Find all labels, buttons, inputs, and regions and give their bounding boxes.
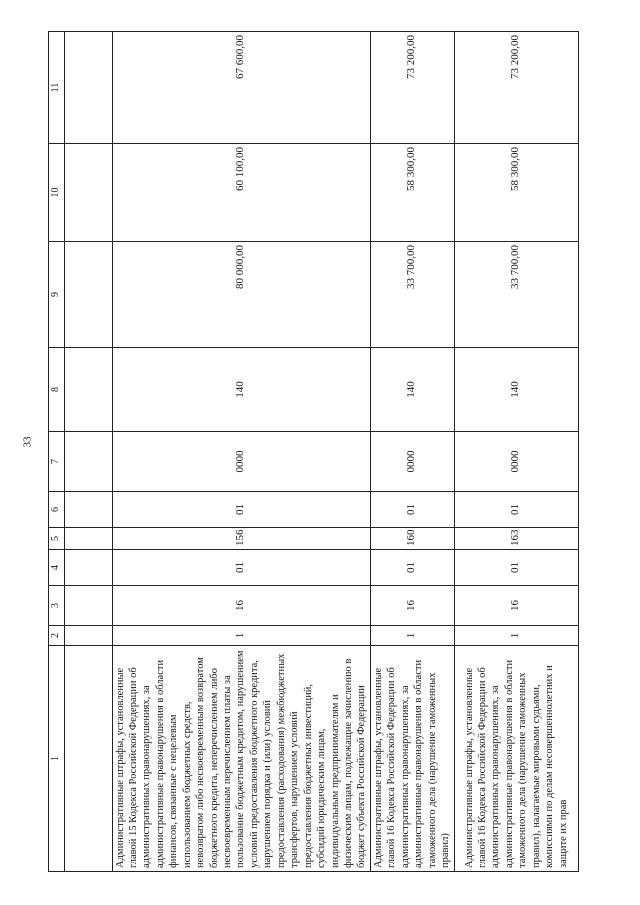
cell-col9: 80 000,00	[112, 242, 370, 348]
col-header-7: 7	[49, 432, 65, 492]
cell-col4: 01	[454, 550, 578, 586]
cell-col10: 58 300,00	[370, 144, 454, 242]
cell-col2: 1	[454, 626, 578, 646]
col-header-8: 8	[49, 348, 65, 432]
cell-col7: 0000	[454, 432, 578, 492]
row-description: Административные штрафы, установленные главой 16 Кодекса Российской Федерации об административных правонарушениях, за административные правонарушения в области таможенного дела (нарушение таможенных правил)	[370, 646, 454, 872]
col-header-3: 3	[49, 586, 65, 626]
cell-col4: 01	[112, 550, 370, 586]
budget-table	[48, 31, 579, 872]
cell-col10: 60 100,00	[112, 144, 370, 242]
row-description: Административные штрафы, установленные главой 16 Кодекса Российской Федерации об административных правонарушениях, за административные правонарушения в области таможенного дела (нарушение таможенных правил), налагаемые мировыми судьями, комиссиями по делам несовершеннолетних и защите их прав	[454, 646, 578, 872]
col-header-11: 11	[49, 32, 65, 144]
col-header-2: 2	[49, 626, 65, 646]
cell-col5: 160	[370, 528, 454, 550]
cell-col6: 01	[454, 492, 578, 528]
col-header-10: 10	[49, 144, 65, 242]
cell-col11: 73 200,00	[370, 32, 454, 144]
cell-col3: 16	[454, 586, 578, 626]
col-header-1: 1	[49, 646, 65, 872]
column-numbers-row	[49, 32, 65, 872]
cell-col7: 0000	[370, 432, 454, 492]
cell-col5: 163	[454, 528, 578, 550]
cell-col8: 140	[112, 348, 370, 432]
cell-col6: 01	[370, 492, 454, 528]
table-row	[64, 32, 112, 872]
cell-col11: 73 200,00	[454, 32, 578, 144]
cell-col9: 33 700,00	[370, 242, 454, 348]
cell-col3: 16	[370, 586, 454, 626]
page-number: 33	[21, 436, 34, 448]
cell-col11: 67 600,00	[112, 32, 370, 144]
cell-col4: 01	[370, 550, 454, 586]
col-header-9: 9	[49, 242, 65, 348]
col-header-6: 6	[49, 492, 65, 528]
table-row	[112, 32, 370, 872]
row-description: Административные штрафы, установленные главой 15 Кодекса Российской Федерации об административных правонарушениях, за административные правонарушения в области финансов, связанные с нецелевым использованием бюджетных средств, невозвратом либо несвоевременным возвратом бюджетного кредита, неперечислением либо несвоевременным перечислением платы за пользование бюджетным кредитом, нарушением условий предоставления бюджетного кредита, нарушением порядка и (или) условий предоставления (расходования) межбюджетных трансфертов, нарушением условий предоставления бюджетных инвестиций, субсидий юридическим лицам, индивидуальным предпринимателям и физическим лицам, подлежащие зачислению в бюджет субъекта Российской Федерации	[112, 646, 370, 872]
cell-col6: 01	[112, 492, 370, 528]
cell-col5: 156	[112, 528, 370, 550]
table-row	[370, 32, 454, 872]
cell-col7: 0000	[112, 432, 370, 492]
table-row	[454, 32, 578, 872]
cell-col2: 1	[370, 626, 454, 646]
rotated-table-page	[48, 32, 613, 872]
cell-col8: 140	[454, 348, 578, 432]
cell-col3: 16	[112, 586, 370, 626]
col-header-5: 5	[49, 528, 65, 550]
col-header-4: 4	[49, 550, 65, 586]
cell-col9: 33 700,00	[454, 242, 578, 348]
cell-col10: 58 300,00	[454, 144, 578, 242]
cell-col2: 1	[112, 626, 370, 646]
cell-col8: 140	[370, 348, 454, 432]
